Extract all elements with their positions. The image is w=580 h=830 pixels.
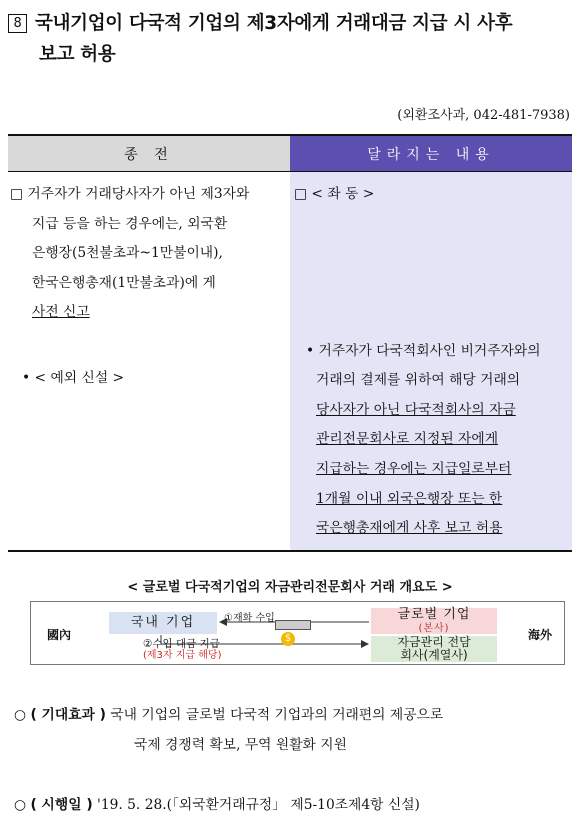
before-cell (8, 172, 290, 551)
header-after: 달라지는 내용 (290, 135, 572, 172)
same-as-before: □ < 좌 동 > (294, 186, 375, 202)
dollar-icon: $ (281, 632, 295, 646)
after-line: 거래의 결제를 위하여 해당 거래의 (316, 372, 521, 389)
payment-label: ②수입 대금 지급 (143, 638, 220, 650)
domestic-label: 國內 (47, 628, 72, 642)
overseas-label: 海外 (527, 628, 552, 642)
global-company-sub: (본사) (418, 623, 450, 634)
diagram-arrows (31, 602, 564, 664)
import-arrow-label: ①재화 수입 (224, 613, 275, 624)
after-line: 지급하는 경우에는 지급일로부터 (316, 460, 512, 477)
before-line: □ 거주자가 거래당사자가 아닌 제3자와 (10, 186, 250, 202)
payment-arrow-label (143, 638, 221, 662)
after-line: • 거주자가 다국적회사인 비거주자와의 (306, 342, 541, 359)
comparison-table (8, 134, 572, 552)
domestic-company-box: 국내 기업 (109, 612, 217, 634)
after-line: 관리전문회사로 지정된 자에게 (316, 431, 499, 448)
effects-label: ( 기대효과 ) (30, 707, 106, 723)
before-line: 사전 신고 (32, 304, 90, 321)
before-line: 은행장(5천불초과~1만불이내), (32, 245, 223, 262)
source-note: (외환조사과, 042-481-7938) (397, 108, 570, 123)
payment-sub-label: (제3자 지급 해당) (143, 650, 222, 661)
title-line-2: 보고 허용 (39, 44, 116, 65)
fund-company-line2: 회사(계열사) (400, 648, 468, 662)
global-company-label: 글로벌 기업 (397, 607, 471, 622)
effective-date: ○ ( 시행일 ) '19. 5. 28.(「외국환거래규정」 제5-10조제4항 신설) (14, 797, 420, 813)
transaction-diagram (30, 601, 565, 665)
before-line: 지급 등을 하는 경우에는, 외국환 (32, 215, 228, 232)
payment-arrow-head (361, 640, 369, 648)
effective-label: ( 시행일 ) (30, 797, 93, 813)
after-line: 당사자가 아닌 다국적회사의 자금 (316, 401, 516, 418)
effective-text: '19. 5. 28.(「외국환거래규정」 제5-10조제4항 신설) (97, 797, 420, 813)
section-title (8, 8, 574, 70)
section-number: 8 (8, 14, 27, 33)
after-line: 국은행총재에게 사후 보고 허용 (316, 520, 503, 537)
effects-line-2: 국제 경쟁력 확보, 무역 원활화 지원 (134, 737, 347, 753)
before-line: 한국은행총재(1만불초과)에 게 (32, 274, 216, 291)
fund-company-line1: 자금관리 전담 (397, 635, 471, 649)
title-line-1: 국내기업이 다국적 기업의 제3자에게 거래대금 지급 시 사후 (35, 13, 513, 34)
header-before: 종 전 (8, 135, 290, 172)
after-line: 1개월 이내 외국은행장 또는 한 (316, 490, 503, 507)
expected-effects: ○ ( 기대효과 ) 국내 기업의 글로벌 다국적 기업과의 거래편의 제공으로 국제 경쟁력 확보, 무역 원활화 지원 (14, 700, 574, 760)
after-cell (290, 172, 572, 551)
laptop-icon (275, 620, 311, 630)
diagram-title: < 글로벌 다국적기업의 자금관리전문회사 거래 개요도 > (127, 580, 453, 595)
effects-line-1: 국내 기업의 글로벌 다국적 기업과의 거래편의 제공으로 (110, 707, 444, 723)
exception-bullet: • < 예외 신설 > (22, 369, 125, 386)
